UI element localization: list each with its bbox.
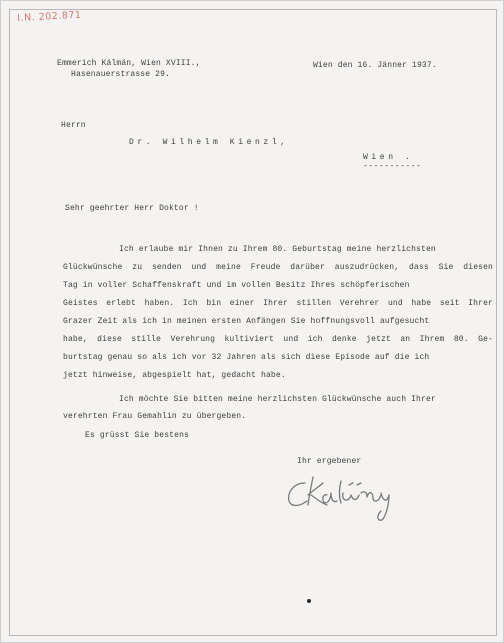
letter-date: Wien den 16. Jänner 1937. xyxy=(313,61,437,70)
closing-line: Es grüsst Sie bestens xyxy=(85,431,189,440)
body-line-7: burtstag genau so als ich vor 32 Jahren als sich diese Episode auf die ich xyxy=(63,353,430,362)
signoff: Ihr ergebener xyxy=(297,457,362,466)
body-line-4: Geistes erlebt haben. Ich bin einer Ihrer stillen Verehrer und habe seit Ihrer xyxy=(63,299,493,308)
body-line-3: Tag in voller Schaffenskraft und im vollen Besitz Ihres schöpferischen xyxy=(63,281,410,290)
body-line-5: Grazer Zeit als ich in meinen ersten Anfängen Sie hoffnungsvoll aufgesucht xyxy=(63,317,430,326)
sender-name: Emmerich Kálmán, Wien XVIII., xyxy=(57,59,201,68)
body-line-1: Ich erlaube mir Ihnen zu Ihrem 80. Geburtstag meine herzlichsten xyxy=(119,245,436,254)
second-para-line-2: verehrten Frau Gemahlin zu übergeben. xyxy=(63,412,247,421)
second-para-line-1: Ich möchte Sie bitten meine herzlichsten Glückwünsche auch Ihrer xyxy=(119,395,436,404)
body-line-6: habe, diese stille Verehrung kultiviert und ich denke jetzt an Ihrem 80. Ge- xyxy=(63,335,493,344)
body-line-8: jetzt hinweise, abgespielt hat, gedacht habe. xyxy=(63,371,286,380)
archive-number-stamp: I.N. 202.871 xyxy=(17,9,82,24)
punch-dot xyxy=(307,599,311,603)
recipient-city-underline: ----------- xyxy=(363,162,422,171)
handwritten-signature xyxy=(283,471,423,523)
sender-address: Hasenauerstrasse 29. xyxy=(71,70,171,79)
recipient-name: Dr. Wilhelm Kienzl, xyxy=(129,138,289,147)
body-line-2: Glückwünsche zu senden und meine Freude darüber auszudrücken, dass Sie diesen xyxy=(63,263,493,272)
recipient-salutation: Herrn xyxy=(61,121,86,130)
recipient-city: Wien . xyxy=(363,153,414,162)
greeting: Sehr geehrter Herr Doktor ! xyxy=(65,204,199,213)
